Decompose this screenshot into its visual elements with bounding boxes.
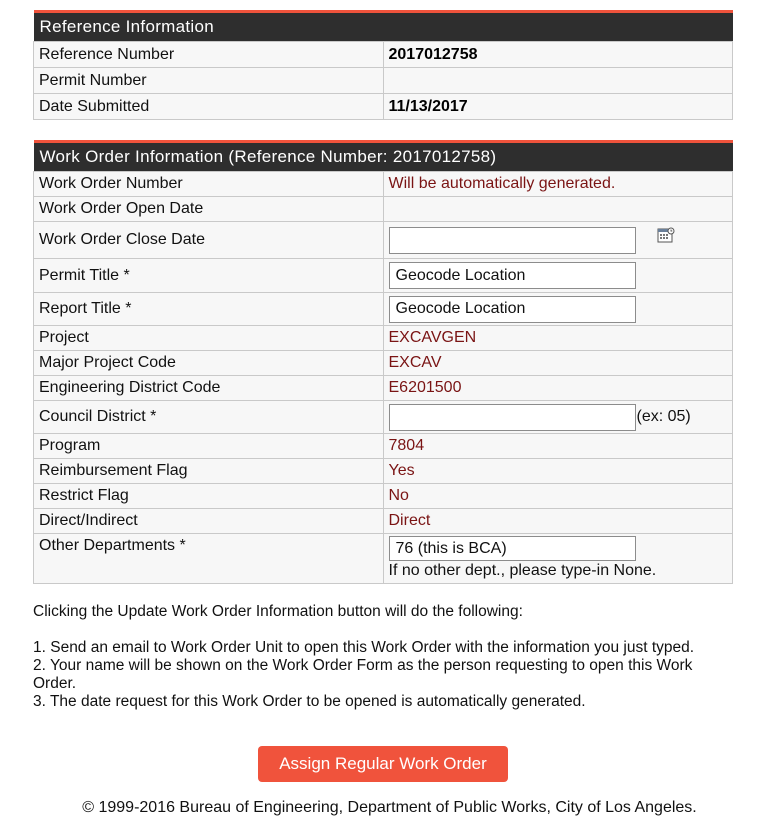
report-title-input[interactable] bbox=[389, 296, 636, 323]
restrict-flag-value: No bbox=[383, 484, 733, 509]
permit-number-label: Permit Number bbox=[34, 68, 384, 94]
table-row bbox=[34, 434, 733, 459]
direct-indirect-label: Direct/Indirect bbox=[34, 509, 384, 534]
table-row bbox=[34, 172, 733, 197]
instructions-step-3: 3. The date request for this Work Order to be opened is automatically generated. bbox=[33, 693, 586, 710]
council-district-label: Council District * bbox=[34, 401, 384, 434]
major-project-code-value: EXCAV bbox=[383, 351, 733, 376]
reference-number-label: Reference Number bbox=[34, 42, 384, 68]
program-label: Program bbox=[34, 434, 384, 459]
reference-information-panel bbox=[33, 10, 733, 120]
table-row bbox=[34, 509, 733, 534]
reference-header: Reference Information bbox=[34, 12, 733, 42]
permit-number-value bbox=[383, 68, 733, 94]
table-row bbox=[34, 259, 733, 293]
engineering-district-code-label: Engineering District Code bbox=[34, 376, 384, 401]
council-district-hint: (ex: 05) bbox=[636, 408, 691, 426]
table-row bbox=[34, 222, 733, 259]
table-row bbox=[34, 484, 733, 509]
direct-indirect-value: Direct bbox=[383, 509, 733, 534]
table-row bbox=[34, 197, 733, 222]
other-departments-hint: If no other dept., please type-in None. bbox=[388, 562, 657, 579]
work-order-number-value: Will be automatically generated. bbox=[383, 172, 733, 197]
table-row bbox=[34, 351, 733, 376]
calendar-icon[interactable] bbox=[657, 227, 675, 243]
reimbursement-flag-label: Reimbursement Flag bbox=[34, 459, 384, 484]
other-departments-label: Other Departments * bbox=[34, 534, 384, 584]
table-row bbox=[34, 42, 733, 68]
table-row bbox=[34, 459, 733, 484]
date-submitted-value: 11/13/2017 bbox=[383, 94, 733, 120]
footer-copyright: © 1999-2016 Bureau of Engineering, Department of Public Works, City of Los Angeles. bbox=[82, 799, 697, 816]
program-value: 7804 bbox=[383, 434, 733, 459]
project-value: EXCAVGEN bbox=[383, 326, 733, 351]
open-date-label: Work Order Open Date bbox=[34, 197, 384, 222]
other-departments-input[interactable] bbox=[389, 536, 636, 561]
table-row bbox=[34, 401, 733, 434]
report-title-label: Report Title * bbox=[34, 293, 384, 326]
table-row bbox=[34, 534, 733, 584]
table-row bbox=[34, 94, 733, 120]
permit-title-label: Permit Title * bbox=[34, 259, 384, 293]
assign-regular-work-order-button[interactable]: Assign Regular Work Order bbox=[258, 746, 508, 782]
close-date-label: Work Order Close Date bbox=[34, 222, 384, 259]
open-date-value bbox=[383, 197, 733, 222]
work-order-information-panel bbox=[33, 140, 733, 584]
permit-title-input[interactable] bbox=[389, 262, 636, 289]
major-project-code-label: Major Project Code bbox=[34, 351, 384, 376]
table-row bbox=[34, 293, 733, 326]
restrict-flag-label: Restrict Flag bbox=[34, 484, 384, 509]
project-label: Project bbox=[34, 326, 384, 351]
close-date-input[interactable] bbox=[389, 227, 636, 254]
engineering-district-code-value: E6201500 bbox=[383, 376, 733, 401]
work-order-number-label: Work Order Number bbox=[34, 172, 384, 197]
instructions-step-2: 2. Your name will be shown on the Work Order Form as the person requesting to open this Work Order. bbox=[33, 657, 693, 692]
table-row bbox=[34, 68, 733, 94]
work-order-header: Work Order Information (Reference Number: 2017012758) bbox=[34, 142, 733, 172]
reimbursement-flag-value: Yes bbox=[383, 459, 733, 484]
instructions-intro: Clicking the Update Work Order Information button will do the following: bbox=[33, 603, 523, 620]
council-district-input[interactable] bbox=[389, 404, 636, 431]
instructions-step-1: 1. Send an email to Work Order Unit to open this Work Order with the information you just typed. bbox=[33, 639, 695, 656]
date-submitted-label: Date Submitted bbox=[34, 94, 384, 120]
table-row bbox=[34, 326, 733, 351]
reference-number-value: 2017012758 bbox=[383, 42, 733, 68]
table-row bbox=[34, 376, 733, 401]
